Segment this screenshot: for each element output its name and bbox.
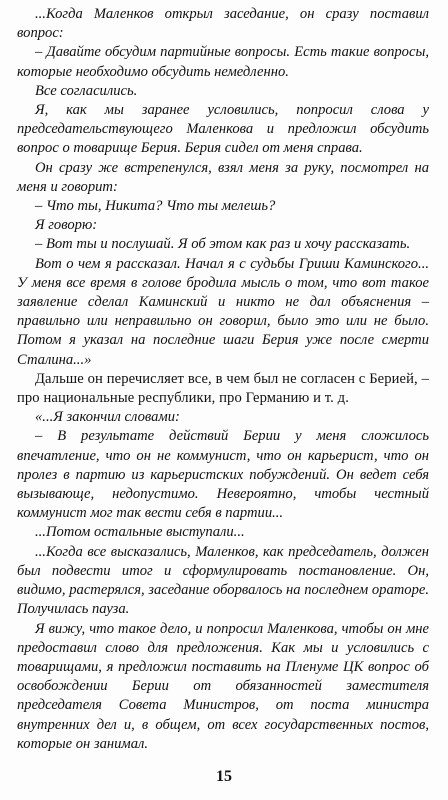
body-text <box>17 5 429 754</box>
paragraph: Он сразу же встрепенулся, взял меня за руку, посмотрел на меня и говорит: <box>17 159 429 195</box>
paragraph: Я вижу, что такое дело, и попросил Маленкова, чтобы он мне предоставил слово для предложения. Как мы и условились с товарищами, я предложил поставить на Пленуме ЦК вопрос об освобождении Берии от обязанностей заместителя председателя Совета Министров, от поста министра внутренних дел и, в общем, от всех государственных постов, которые он занимал. <box>17 620 429 752</box>
paragraph: Я говорю: <box>35 217 98 234</box>
paragraph: Все согласились. <box>35 82 138 99</box>
paragraph: – Давайте обсудим партийные вопросы. Есть такие вопросы, которые необходимо обсудить немедленно. <box>17 44 429 80</box>
paragraph: – Вот ты и послушай. Я об этом как раз и хочу рассказать. <box>35 236 411 253</box>
paragraph: Вот о чем я рассказал. Начал я с судьбы Гриши Каминского... У меня все время в голове бродила мысль о том, что вот такое заявление сделал Каминский и никто не дал объяснения – правильно или неправильно он говорил, было это или не было. Потом я указал на последние шаги Берия уже после смерти Сталина...» <box>17 255 429 368</box>
page-number: 15 <box>216 768 232 785</box>
paragraph: Дальше он перечисляет все, в чем был не согласен с Берией, – про национальные республики, про Германию и т. д. <box>17 370 429 407</box>
paragraph: ...Потом остальные выступали... <box>35 524 245 541</box>
paragraph: «...Я закончил словами: <box>35 409 180 426</box>
paragraph: ...Когда Маленков открыл заседание, он сразу поставил вопрос: <box>17 6 429 42</box>
paragraph: Я, как мы заранее условились, попросил слова у председательствующего Маленкова и предложил обсудить вопрос о товарище Берия. Берия сидел от меня справа. <box>17 102 429 157</box>
paragraph: ...Когда все высказались, Маленков, как председатель, должен был подвести итог и сформулировать постановление. Он, видимо, растерялся, заседание оборвалось на последнем ораторе. Получилась пауза. <box>17 543 429 618</box>
paragraph: – Что ты, Никита? Что ты мелешь? <box>35 198 276 215</box>
paragraph: – В результате действий Берии у меня сложилось впечатление, что он не коммунист, что он карьерист, что он пролез в партию из карьеристских побуждений. Он ведет себя вызывающе, недопустимо. Невероятно, чтобы честный коммунист мог так вести себя в партии... <box>17 428 429 522</box>
